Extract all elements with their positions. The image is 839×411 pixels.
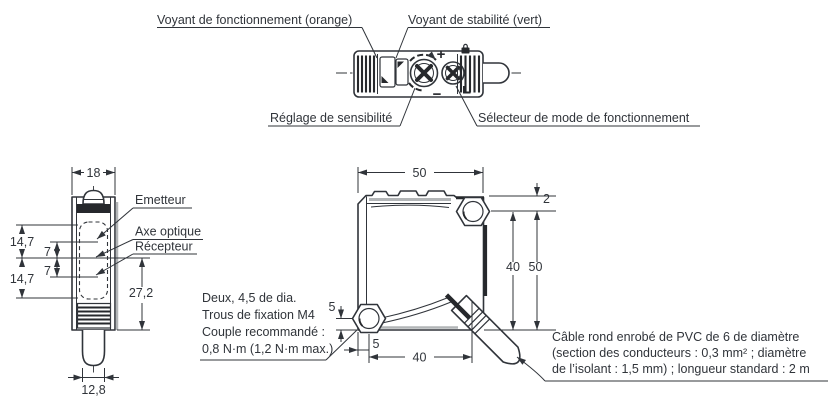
mounting-note-line4: 0,8 N·m (1,2 N·m max.) <box>202 342 334 356</box>
sensitivity-label: Réglage de sensibilité <box>270 111 393 125</box>
optical-axis-label: Axe optique <box>135 224 202 239</box>
notes <box>200 291 828 381</box>
dim-50-top <box>358 166 483 193</box>
dim-5-left <box>329 300 357 342</box>
plus-symbol: + <box>436 46 446 63</box>
dim-50-top-label: 50 <box>412 166 427 180</box>
cable-note <box>517 330 828 381</box>
lens-band <box>77 204 110 213</box>
dim-2-label: 2 <box>543 192 550 206</box>
top-view-cable-stub <box>483 63 509 83</box>
cable-note-line3: de l’isolant : 1,5 mm) ; longueur standard : 2 m <box>552 362 810 376</box>
minus-symbol: − <box>432 86 442 103</box>
dim-14-7-bottom: 14,7 <box>9 272 35 286</box>
cable-boot <box>83 330 105 366</box>
dim-right-stack <box>484 183 556 330</box>
dim-left-chain <box>10 225 57 298</box>
stability-indicator-label: Voyant de stabilité (vert) <box>408 13 543 27</box>
front-view <box>10 166 203 397</box>
front-view-body <box>72 197 115 330</box>
dim-7-receiver: 7 <box>44 264 51 278</box>
side-view <box>329 166 556 365</box>
dim-7-emitter: 7 <box>44 245 51 259</box>
mode-selector-label: Sélecteur de mode de fonctionnement <box>478 111 690 125</box>
dim-27-2-label: 27,2 <box>128 286 154 300</box>
mounting-note-line3: Couple recommandé : <box>202 325 325 339</box>
lens-dome <box>83 191 104 205</box>
mounting-note-line2: Trous de fixation M4 <box>202 308 315 322</box>
mounting-nut-top-right <box>457 198 490 226</box>
lock-icon <box>462 44 470 53</box>
emitter-label: Emetteur <box>135 193 186 207</box>
dim-50-right-label: 50 <box>528 260 543 274</box>
mounting-nut-bottom-left <box>353 305 386 333</box>
dim-40-right-label: 40 <box>506 260 520 274</box>
cable-note-line2: (section des conducteurs : 0,3 mm² ; diamètre <box>552 346 807 360</box>
receiver-label: Récepteur <box>135 239 193 254</box>
dim-40-bottom-label: 40 <box>412 350 427 365</box>
cable-gland-ribs <box>78 304 111 329</box>
top-view <box>157 13 700 126</box>
dim-27-2 <box>117 258 153 330</box>
mounting-note-line1: Deux, 4,5 de dia. <box>202 291 297 305</box>
cable-note-line1: Câble rond enrobé de PVC de 6 de diamètre <box>552 330 800 344</box>
dim-18: 18 <box>86 166 101 180</box>
dim-14-7-top: 14,7 <box>9 235 35 249</box>
dim-5-left-label: 5 <box>328 300 336 314</box>
dim-5-bottom-label: 5 <box>372 337 380 351</box>
dim-12-8-label: 12,8 <box>81 383 106 397</box>
operation-indicator-label: Voyant de fonctionnement (orange) <box>157 13 353 27</box>
